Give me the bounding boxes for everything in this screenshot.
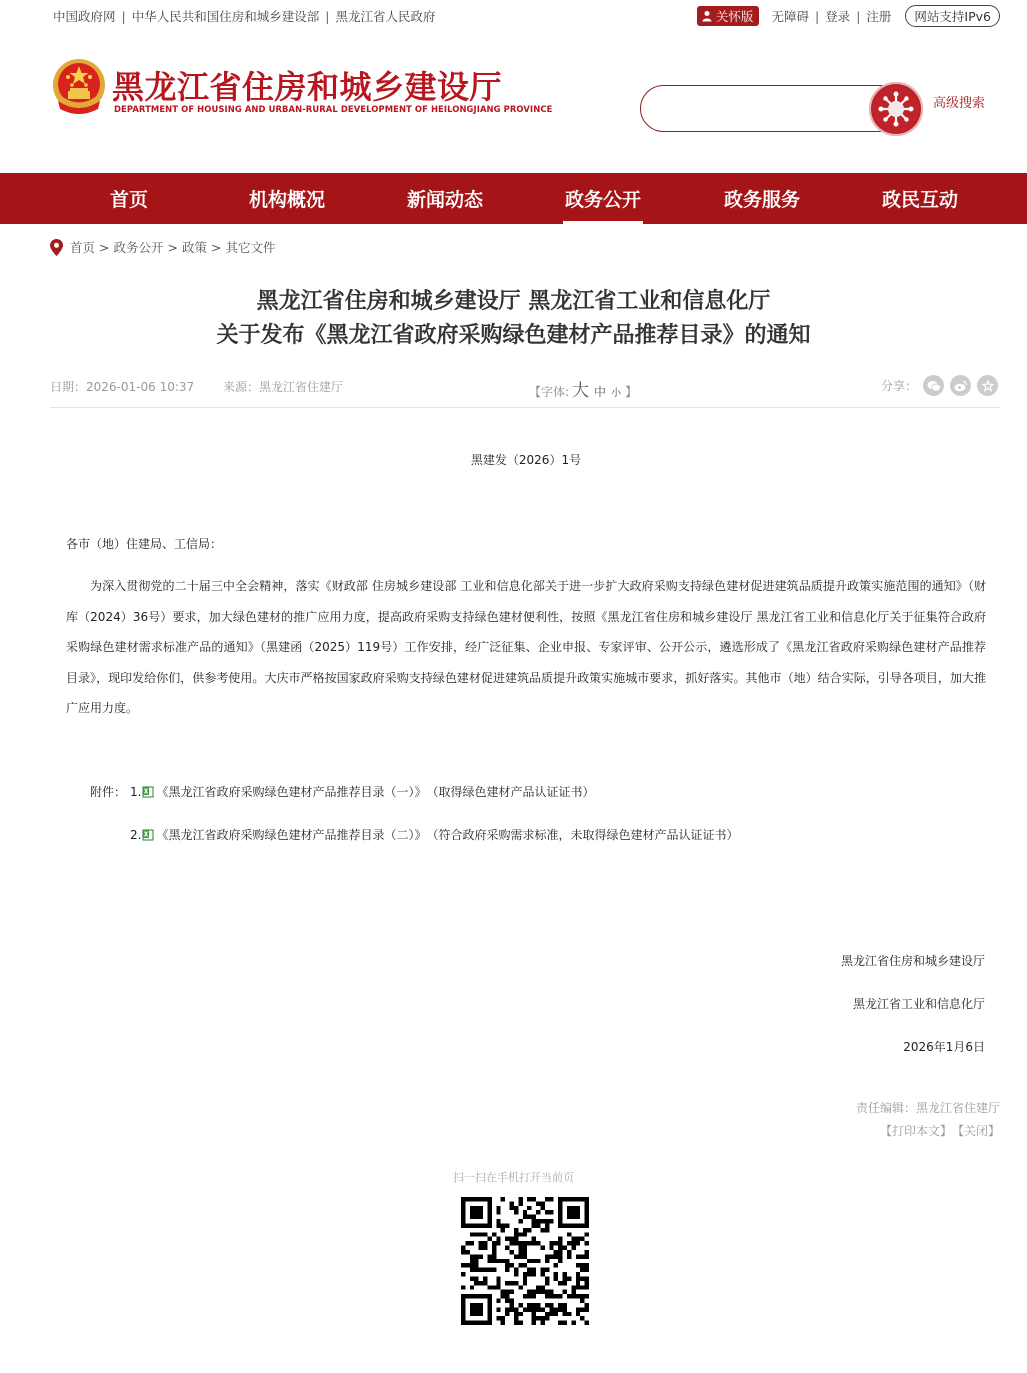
link-hlj-gov[interactable]: 黑龙江省人民政府: [335, 9, 436, 24]
signature-housing-dept: 黑龙江省住房和城乡建设厅: [840, 954, 985, 968]
favorite-star-icon[interactable]: [977, 375, 998, 396]
breadcrumb-separator: >: [167, 239, 178, 255]
source-value: 黑龙江省住建厅: [259, 380, 344, 394]
font-label-close: 】: [625, 385, 638, 399]
font-large-button[interactable]: 大: [572, 381, 590, 401]
article-actions: [874, 1122, 1000, 1139]
article-meta: [50, 370, 1000, 408]
top-bar: [0, 0, 1027, 32]
attachment-link[interactable]: 《黑龙江省政府采购绿色建材产品推荐目录（一）》: [156, 785, 427, 799]
editor-label: 责任编辑：: [855, 1101, 916, 1115]
source-label: 来源：: [222, 380, 259, 394]
qr-caption: 扫一扫在手机打开当前页: [453, 1171, 574, 1184]
article-title: [0, 285, 1027, 353]
editor-name: 黑龙江省住建厅: [915, 1101, 1000, 1115]
print-button[interactable]: 【打印本文】: [879, 1124, 952, 1138]
document-number: 黑建发（2026）1号: [470, 453, 582, 467]
breadcrumb: [50, 238, 276, 256]
font-small-button[interactable]: 小: [611, 388, 622, 399]
care-mode-label: 关怀版: [715, 9, 754, 24]
site-logo-title[interactable]: 黑龙江省住房和城乡建设厅: [112, 68, 503, 106]
breadcrumb-home[interactable]: 首页: [70, 240, 96, 255]
body-paragraph: 为深入贯彻党的二十届三中全会精神，落实《财政部 住房城乡建设部 工业和信息化部关于进一步扩大政府采购支持绿色建材促进建筑品质提升政策实施范围的通知》（财库（2024）36号）要求，加大绿色建材的推广应用力度，提高政府采购支持绿色建材便利性，按照《黑龙江省住房和城乡建设厅 黑龙江省工业和信息化厅关于征集符合政府采购绿色建材需求标准产品的通知》（黑建函（2025）119号）工作安排，经广泛征集、企业申报、专家评审、公开公示，遴选形成了《黑龙江省政府采购绿色建材产品推荐目录》，现印发给你们，供参考使用。大庆市严格按国家政府采购支持绿色建材促进建筑品质提升政策实施城市要求，抓好落实。其他市（地）结合实际，引导各项目，加大推广应用力度。: [66, 579, 986, 715]
share-bar: [881, 375, 998, 396]
national-emblem-icon: [50, 57, 108, 121]
divider: |: [121, 9, 126, 24]
top-links: [53, 7, 435, 25]
article-title-line1: 黑龙江省住房和城乡建设厅 黑龙江省工业和信息化厅: [256, 289, 771, 314]
search-snowflake-icon: [877, 90, 915, 128]
nav-item-interaction[interactable]: 政民互动: [881, 189, 958, 211]
divider: |: [814, 8, 820, 24]
site-logo-subtitle: DEPARTMENT OF HOUSING AND URBAN-RURAL DEVELOPMENT OF HEILONGJIANG PROVINCE: [114, 104, 553, 114]
attachment-item: [90, 826, 738, 843]
salutation: 各市（地）住建局、工信局：: [66, 537, 223, 551]
ipv6-badge: 网站支持IPv6: [905, 5, 1000, 27]
accessibility-link[interactable]: 无障碍: [771, 9, 809, 24]
font-medium-button[interactable]: 中: [594, 385, 607, 399]
qr-code-icon: [461, 1197, 589, 1325]
breadcrumb-separator: >: [99, 239, 110, 255]
login-link[interactable]: 登录: [825, 9, 851, 24]
breadcrumb-separator: >: [211, 239, 222, 255]
excel-file-icon: [142, 786, 154, 798]
responsible-editor: [856, 1099, 1000, 1116]
advanced-search-link[interactable]: 高级搜索: [933, 96, 986, 111]
main-nav: [0, 173, 1027, 224]
site-header: [0, 32, 1027, 173]
breadcrumb-gov-affairs[interactable]: 政务公开: [113, 240, 164, 255]
signature-industry-dept: 黑龙江省工业和信息化厅: [852, 997, 985, 1011]
attachment-link[interactable]: 《黑龙江省政府采购绿色建材产品推荐目录（二）》: [156, 828, 427, 842]
search-button[interactable]: [869, 82, 923, 136]
article-info: [50, 378, 343, 395]
attachment-note: （取得绿色建材产品认证证书）: [426, 785, 595, 799]
divider: |: [325, 9, 330, 24]
breadcrumb-other-docs[interactable]: 其它文件: [225, 240, 276, 255]
nav-item-about[interactable]: 机构概况: [248, 189, 325, 211]
location-pin-icon: [50, 239, 63, 256]
link-china-gov[interactable]: 中国政府网: [53, 9, 116, 24]
search-box: [640, 85, 902, 132]
share-label: 分享：: [880, 379, 917, 393]
wechat-icon[interactable]: [923, 375, 944, 396]
breadcrumb-policy[interactable]: 政策: [182, 240, 208, 255]
nav-item-home[interactable]: 首页: [109, 189, 148, 211]
weibo-icon[interactable]: [950, 375, 971, 396]
nav-item-news[interactable]: 新闻动态: [406, 189, 483, 211]
top-right-links: [697, 5, 1000, 27]
attachment-number: 2.: [130, 827, 142, 842]
attachment-number: 1.: [130, 784, 142, 799]
font-label: 【字体:: [529, 385, 570, 399]
divider: |: [856, 8, 861, 24]
attachment-item: [90, 783, 594, 800]
care-mode-button[interactable]: [697, 6, 760, 26]
link-mohurd[interactable]: 中华人民共和国住房和城乡建设部: [131, 9, 320, 24]
publish-date: 2026-01-06 10:37: [86, 380, 195, 394]
attachments-label: 附件：: [90, 785, 127, 799]
font-size-switcher: [529, 376, 637, 401]
nav-item-gov-affairs-open[interactable]: 政务公开: [563, 173, 643, 224]
excel-file-icon: [142, 829, 154, 841]
signature-date: 2026年1月6日: [903, 1040, 985, 1054]
date-label: 日期：: [50, 380, 87, 394]
close-button[interactable]: 【关闭】: [957, 1124, 1000, 1138]
nav-item-gov-services[interactable]: 政务服务: [723, 189, 800, 211]
elder-person-icon: [701, 10, 713, 22]
register-link[interactable]: 注册: [866, 9, 892, 24]
attachment-note: （符合政府采购需求标准，未取得绿色建材产品认证证书）: [426, 828, 739, 842]
article-title-line2: 关于发布《黑龙江省政府采购绿色建材产品推荐目录》的通知: [216, 323, 811, 348]
search-input[interactable]: [655, 96, 865, 120]
